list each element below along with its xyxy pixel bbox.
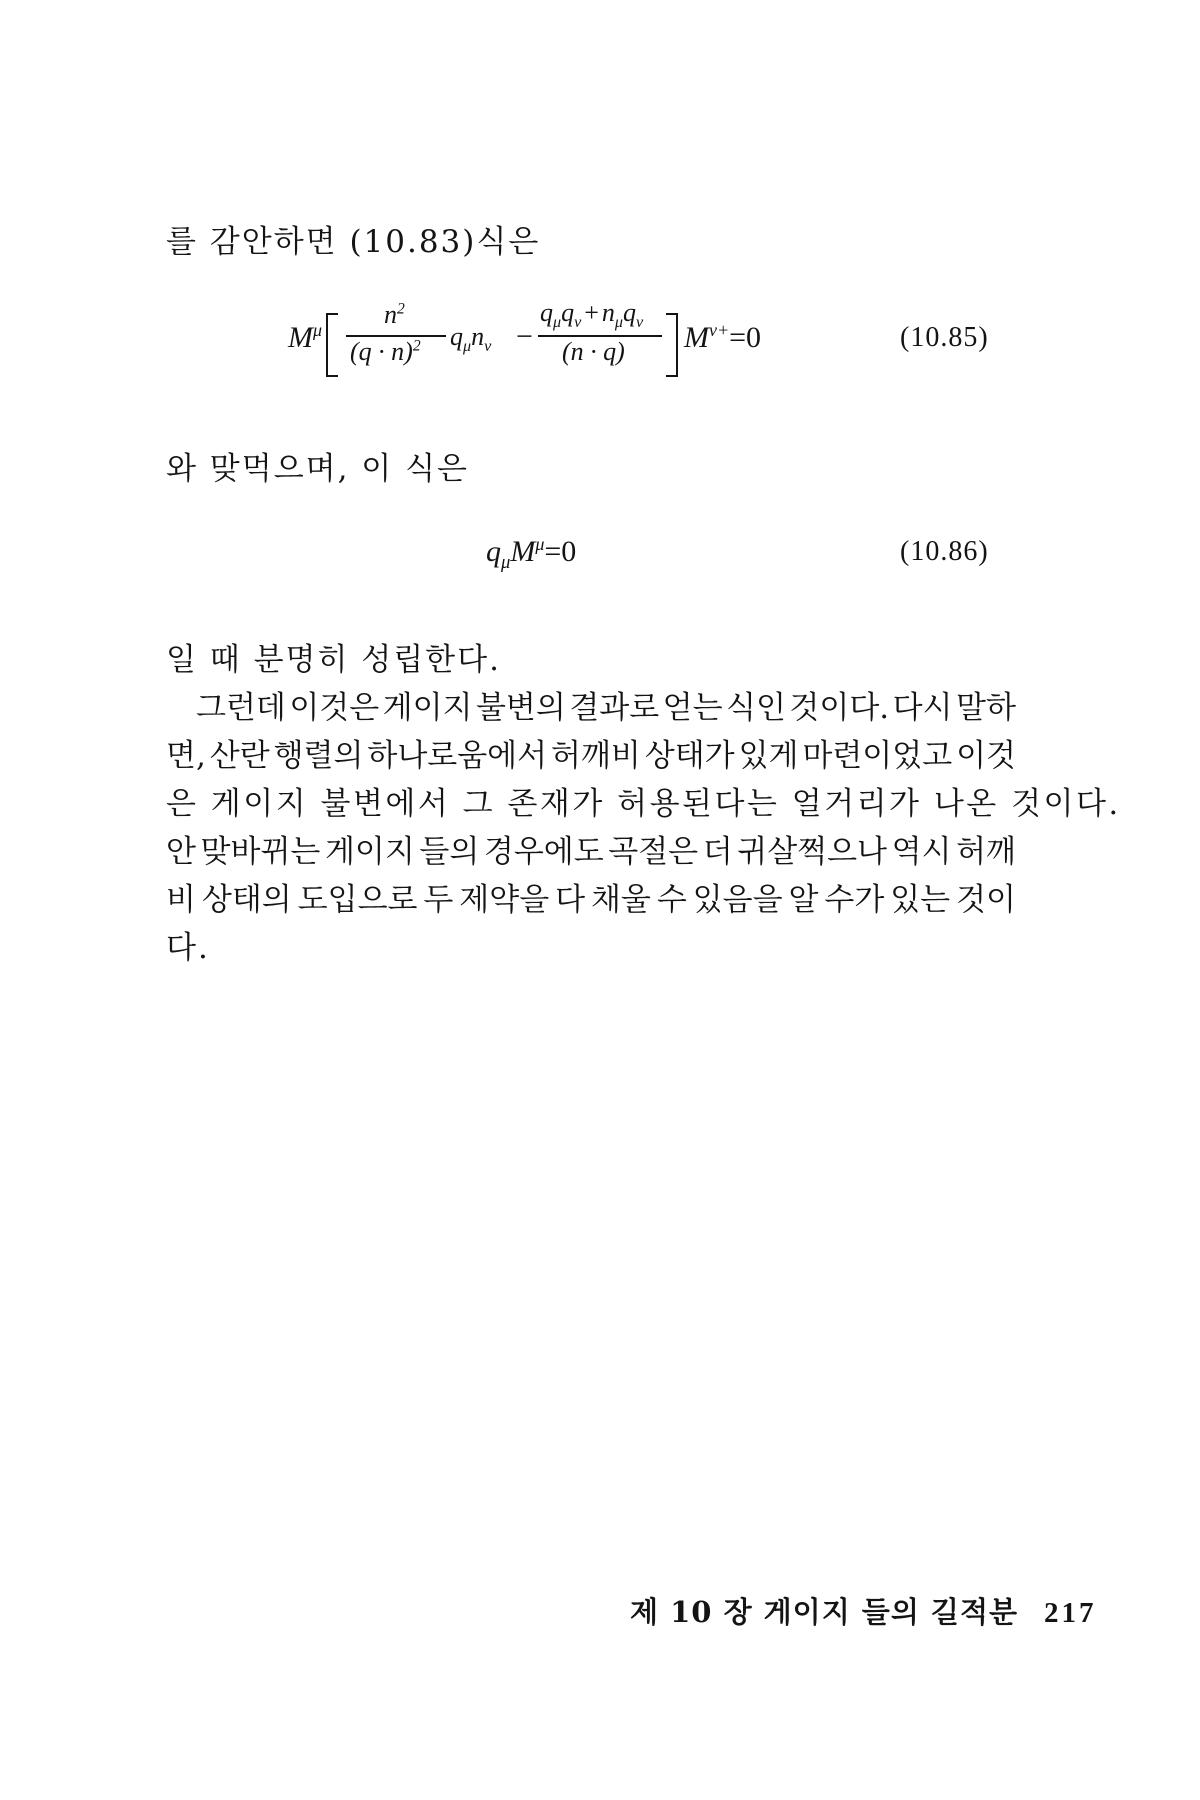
- eq1-left-bracket: [326, 313, 338, 377]
- page-number: 217: [1043, 1597, 1097, 1629]
- eq1-rhs: $M^{\nu+}=0$: [684, 320, 762, 354]
- eq1-number: (10.85): [900, 322, 989, 353]
- text-line-after-eq1: 와 맞먹으며, 이 식은: [166, 451, 469, 487]
- eq1-term1: $q_\mu n_\nu$: [450, 322, 492, 356]
- paragraph-line-5: 비 상태의 도입으로 두 제약을 다 채울 수 있음을 알 수가 있는 것이: [166, 882, 1016, 918]
- eq2-body: $q_\mu M^\mu=0$: [486, 534, 577, 573]
- paragraph-line-6: 다.: [166, 930, 210, 966]
- paragraph-line-4: 안 맞바뀌는 게이지 들의 경우에도 곡절은 더 귀살쩍으나 역시 허깨: [166, 834, 1016, 870]
- paragraph-line-2: 면, 산란 행렬의 하나로움에서 허깨비 상태가 있게 마련이었고 이것: [166, 738, 1016, 774]
- eq1-right-bracket: [666, 313, 678, 377]
- text-line-intro: 를 감안하면 (10.83)식은: [166, 224, 541, 260]
- page-footer: [630, 1590, 1096, 1631]
- eq2-number: (10.86): [900, 536, 989, 567]
- paragraph-line-1: 그런데 이것은 게이지 불변의 결과로 얻는 식인 것이다. 다시 말하: [196, 690, 1016, 726]
- eq1-minus: −: [516, 320, 533, 353]
- eq1-frac1-denominator: $(q \cdot n)^2$: [350, 337, 421, 366]
- eq1-frac1-numerator: $n^2$: [384, 300, 405, 329]
- eq1-frac2-denominator: (n · q): [562, 337, 625, 366]
- eq1-frac2-numerator: $q_\mu q_\nu + n_\mu q_\nu$: [540, 298, 644, 332]
- eq1-lhs: $M^\mu$: [288, 320, 323, 354]
- chapter-running-head: 제 10 장 게이지 들의 길적분: [630, 1595, 1018, 1629]
- paragraph-line-3: 은 게이지 불변에서 그 존재가 허용된다는 얼거리가 나온 것이다.: [166, 786, 1121, 822]
- text-line-after-eq2: 일 때 분명히 성립한다.: [166, 642, 501, 678]
